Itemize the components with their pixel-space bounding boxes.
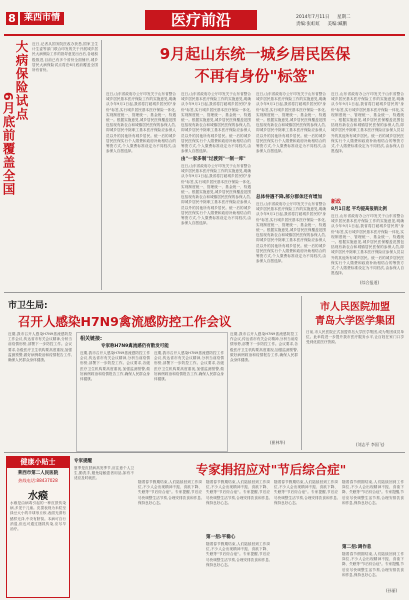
uni-body: 日前,市人民医院正式加盟青岛大学医学集团,成为集团成员单位。此举将进一步提升我市医疗服务水平,让百姓在家门口享受到优质医疗资源。 — [306, 330, 404, 345]
h7n9-kicker: 市卫生局: — [8, 301, 48, 311]
main-subhead-1: 由"一家多制"过渡到"一制一库" — [181, 157, 246, 162]
health-tip-body: 水瘊是由病毒引起的一种皮肤传染病,多见于儿童。皮损表现为米粒至绿豆大小的半球形丘疹,表面光滑有蜡样光泽,中央有脐窝。本病可自行消退,但也可通过搔抓传染,应尽早治疗。 — [10, 501, 66, 532]
main-subhead-3: 新政 — [331, 199, 342, 205]
main-col-1: 近日,山东省政府办公厅印发关于山东省整合城乡居民基本医疗保险工作的实施意见,明确从今年9月1日起,我省将打破城乡居民的"身份"标签,实行城乡居民基本医疗保险一体化,实现制度统一、管理统一、基金统一、待遇统一。根据实施意见,城乡居民医保覆盖范围包括现有新农合和城镇居民医保的参保人员,即城乡居民中除职工基本医疗保险应参保人员以外的其他所有城乡居民。统一后的城乡居民医保实行个人缴费和政府补助相结合的筹资方式,个人缴费标准设定为不同档次,由参保人自愿选择。 — [106, 92, 176, 154]
editor: 责编:张虹虹 — [296, 22, 321, 27]
expert-note-body: 夏季是皮肤病高发季节,应注意个人卫生,勤洗手,避免接触患者用品,如有不适应及时就医。 — [74, 466, 134, 481]
health-tips-box — [6, 456, 70, 598]
festival-col-2: 随着春节假期结束,人们陆续回到工作岗位,不少人会出现精神不振、食欲下降、失眠等"节后综合症"。专家提醒,节后应尽快调整生活节奏,合理安排饮食和作息,保持良好心态。 — [206, 480, 270, 505]
middle-divider — [301, 296, 302, 450]
h7n9-link-box — [76, 332, 228, 452]
link-box-col-1: 近期,我市召开人感染H7N9禽流感防控工作会议,传达省市有关会议精神,分析当前疫情形势,部署下一步防控工作。会议要求,各级医疗卫生机构要高度重视,加强监测预警,做好病例救治和疫情报告工作,确保人民群众身体健康。 — [80, 351, 150, 382]
hotline-label: 热线电话: — [18, 478, 37, 483]
main-subhead-2: 总体待遇不降,部分群体还有增加 — [256, 195, 323, 200]
date: 2014年7月11日 — [296, 15, 330, 20]
festival-col-4: 随着春节假期结束,人们陆续回到工作岗位,不少人会出现精神不振、食欲下降、失眠等"节后综合症"。专家提醒,节后应尽快调整生活节奏,合理安排饮食和作息,保持良好心态。 — [342, 480, 404, 505]
left-column-divider — [101, 40, 102, 290]
festival-signoff: (孙丽) — [386, 588, 398, 593]
main-headline-line2: 不再有身份"标签" — [194, 67, 316, 85]
hotline-number: 88437028 — [36, 478, 58, 483]
festival-headline: 专家捐招应对"节后综合症" — [195, 462, 347, 477]
festival-subhead-1: 第一招:平稳心 — [206, 535, 236, 540]
page-header — [0, 0, 409, 38]
weekday: 星期二 — [336, 15, 351, 20]
hotline-row — [9, 478, 67, 484]
banner-title: 医疗前沿 — [170, 11, 231, 29]
vertical-headline-line2: 6月底前覆盖全国 — [1, 92, 16, 197]
festival-col-2b: 随着春节假期结束,人们陆续回到工作岗位,不少人会出现精神不振、食欲下降、失眠等"节后综合症"。专家提醒,节后应尽快调整生活节奏,合理安排饮食和作息,保持良好心态。 — [206, 542, 270, 567]
health-tip-heading: 水瘊 — [28, 491, 48, 502]
section-name: 莱西市情 — [20, 12, 64, 25]
vertical-headline-line1: 大病保险试点 — [14, 40, 29, 121]
main-headline-line1: 9月起山东统一城乡居民医保 — [159, 45, 351, 63]
main-col-4: 近日,山东省政府办公厅印发关于山东省整合城乡居民基本医疗保险工作的实施意见,明确从今年9月1日起,我省将打破城乡居民的"身份"标签,实行城乡居民基本医疗保险一体化,实现制度统一、管理统一、基金统一、待遇统一。根据实施意见,城乡居民医保覆盖范围包括现有新农合和城镇居民医保的参保人员,即城乡居民中除职工基本医疗保险应参保人员以外的其他所有城乡居民。统一后的城乡居民医保实行个人缴费和政府补助相结合的筹资方式,个人缴费标准设定为不同档次,由参保人自愿选择。 — [331, 92, 404, 154]
staff-line — [296, 21, 347, 27]
main-col-2: 近日,山东省政府办公厅印发关于山东省整合城乡居民基本医疗保险工作的实施意见,明确从今年9月1日起,我省将打破城乡居民的"身份"标签,实行城乡居民基本医疗保险一体化,实现制度统一、管理统一、基金统一、待遇统一。根据实施意见,城乡居民医保覆盖范围包括现有新农合和城镇居民医保的参保人员,即城乡居民中除职工基本医疗保险应参保人员以外的其他所有城乡居民。统一后的城乡居民医保实行个人缴费和政府补助相结合的筹资方式,个人缴费标准设定为不同档次,由参保人自愿选择。 — [181, 92, 251, 154]
main-subhead-3b: 8月1日起 平均提高报销比例 — [331, 207, 387, 212]
hospital-sponsor: 莱西市第二人民医院 — [17, 471, 59, 476]
h7n9-col-3: 近期,我市召开人感染H7N9禽流感防控工作会议,传达省市有关会议精神,分析当前疫情形势,部署下一步防控工作。会议要求,各级医疗卫生机构要高度重视,加强监测预警,做好病例救治和疫情报告工作,确保人民群众身体健康。 — [230, 332, 298, 363]
vertical-headline — [1, 40, 30, 290]
uni-signoff: (刘志平 李国飞) — [356, 442, 385, 447]
h7n9-headline: 召开人感染H7N9禽流感防控工作会议 — [18, 314, 232, 329]
header-rule — [4, 34, 405, 36]
festival-col-4b: 随着春节假期结束,人们陆续回到工作岗位,不少人会出现精神不振、食欲下降、失眠等"节后综合症"。专家提醒,节后应尽快调整生活节奏,合理安排饮食和作息,保持良好心态。 — [342, 552, 404, 577]
festival-col-1: 随着春节假期结束,人们陆续回到工作岗位,不少人会出现精神不振、食欲下降、失眠等"节后综合症"。专家提醒,节后应尽快调整生活节奏,合理安排饮食和作息,保持良好心态。 — [138, 480, 202, 505]
link-box-subtitle: 专家称H7N9禽流感仍有散发可能 — [101, 344, 169, 349]
link-box-col-2: 近期,我市召开人感染H7N9禽流感防控工作会议,传达省市有关会议精神,分析当前疫情形势,部署下一步防控工作。会议要求,各级医疗卫生机构要高度重视,加强监测预警,做好病例救治和疫情报告工作,确保人民群众身体健康。 — [154, 351, 224, 382]
festival-subhead-2: 第二招:调作息 — [342, 545, 372, 550]
section-divider-1 — [4, 292, 405, 293]
main-col-3: 近日,山东省政府办公厅印发关于山东省整合城乡居民基本医疗保险工作的实施意见,明确从今年9月1日起,我省将打破城乡居民的"身份"标签,实行城乡居民基本医疗保险一体化,实现制度统一、管理统一、基金统一、待遇统一。根据实施意见,城乡居民医保覆盖范围包括现有新农合和城镇居民医保的参保人员,即城乡居民中除职工基本医疗保险应参保人员以外的其他所有城乡居民。统一后的城乡居民医保实行个人缴费和政府补助相结合的筹资方式,个人缴费标准设定为不同档次,由参保人自愿选择。 — [256, 92, 326, 154]
left-column-text: 近日,记者从国务院医改办获悉,国家卫生计生委等部门联合印发的关于开展城乡居民大病保险工作的指导意见出台后,各地积极推进,目前已有多个省份全面铺开,城乡居民大病保险试点将在6月底前覆盖全国所有省份。 — [32, 42, 98, 73]
main-col-2b: 近日,山东省政府办公厅印发关于山东省整合城乡居民基本医疗保险工作的实施意见,明确从今年9月1日起,我省将打破城乡居民的"身份"标签,实行城乡居民基本医疗保险一体化,实现制度统一、管理统一、基金统一、待遇统一。根据实施意见,城乡居民医保覆盖范围包括现有新农合和城镇居民医保的参保人员,即城乡居民中除职工基本医疗保险应参保人员以外的其他所有城乡居民。统一后的城乡居民医保实行个人缴费和政府补助相结合的筹资方式,个人缴费标准设定为不同档次,由参保人自愿选择。 — [181, 164, 251, 226]
uni-headline-line1: 市人民医院加盟 — [320, 302, 390, 313]
uni-headline-line2: 青岛大学医学集团 — [315, 316, 395, 327]
main-col-4b: 近日,山东省政府办公厅印发关于山东省整合城乡居民基本医疗保险工作的实施意见,明确从今年9月1日起,我省将打破城乡居民的"身份"标签,实行城乡居民基本医疗保险一体化,实现制度统一、管理统一、基金统一、待遇统一。根据实施意见,城乡居民医保覆盖范围包括现有新农合和城镇居民医保的参保人员,即城乡居民中除职工基本医疗保险应参保人员以外的其他所有城乡居民。统一后的城乡居民医保实行个人缴费和政府补助相结合的筹资方式,个人缴费标准设定为不同档次,由参保人自愿选择。 — [331, 214, 404, 276]
main-signoff: (综合报道) — [360, 280, 380, 285]
h7n9-col-1: 近期,我市召开人感染H7N9禽流感防控工作会议,传达省市有关会议精神,分析当前疫情形势,部署下一步防控工作。会议要求,各级医疗卫生机构要高度重视,加强监测预警,做好病例救治和疫情报告工作,确保人民群众身体健康。 — [8, 332, 72, 363]
date-line — [296, 14, 350, 20]
h7n9-signoff: (崔林华) — [270, 440, 286, 445]
main-col-3b: 近日,山东省政府办公厅印发关于山东省整合城乡居民基本医疗保险工作的实施意见,明确从今年9月1日起,我省将打破城乡居民的"身份"标签,实行城乡居民基本医疗保险一体化,实现制度统一、管理统一、基金统一、待遇统一。根据实施意见,城乡居民医保覆盖范围包括现有新农合和城镇居民医保的参保人员,即城乡居民中除职工基本医疗保险应参保人员以外的其他所有城乡居民。统一后的城乡居民医保实行个人缴费和政府补助相结合的筹资方式,个人缴费标准设定为不同档次,由参保人自愿选择。 — [256, 202, 326, 264]
designer: 美编:臧鹏 — [327, 22, 347, 27]
section-divider-2 — [4, 452, 405, 453]
link-box-title: 相关链接: — [80, 336, 102, 342]
festival-col-3: 随着春节假期结束,人们陆续回到工作岗位,不少人会出现精神不振、食欲下降、失眠等"节后综合症"。专家提醒,节后应尽快调整生活节奏,合理安排饮食和作息,保持良好心态。 — [274, 480, 338, 505]
health-tips-title: 健康小贴士 — [7, 457, 69, 468]
expert-note-title: 专家提醒 — [74, 459, 92, 464]
page-number-badge: 8 — [6, 12, 18, 25]
